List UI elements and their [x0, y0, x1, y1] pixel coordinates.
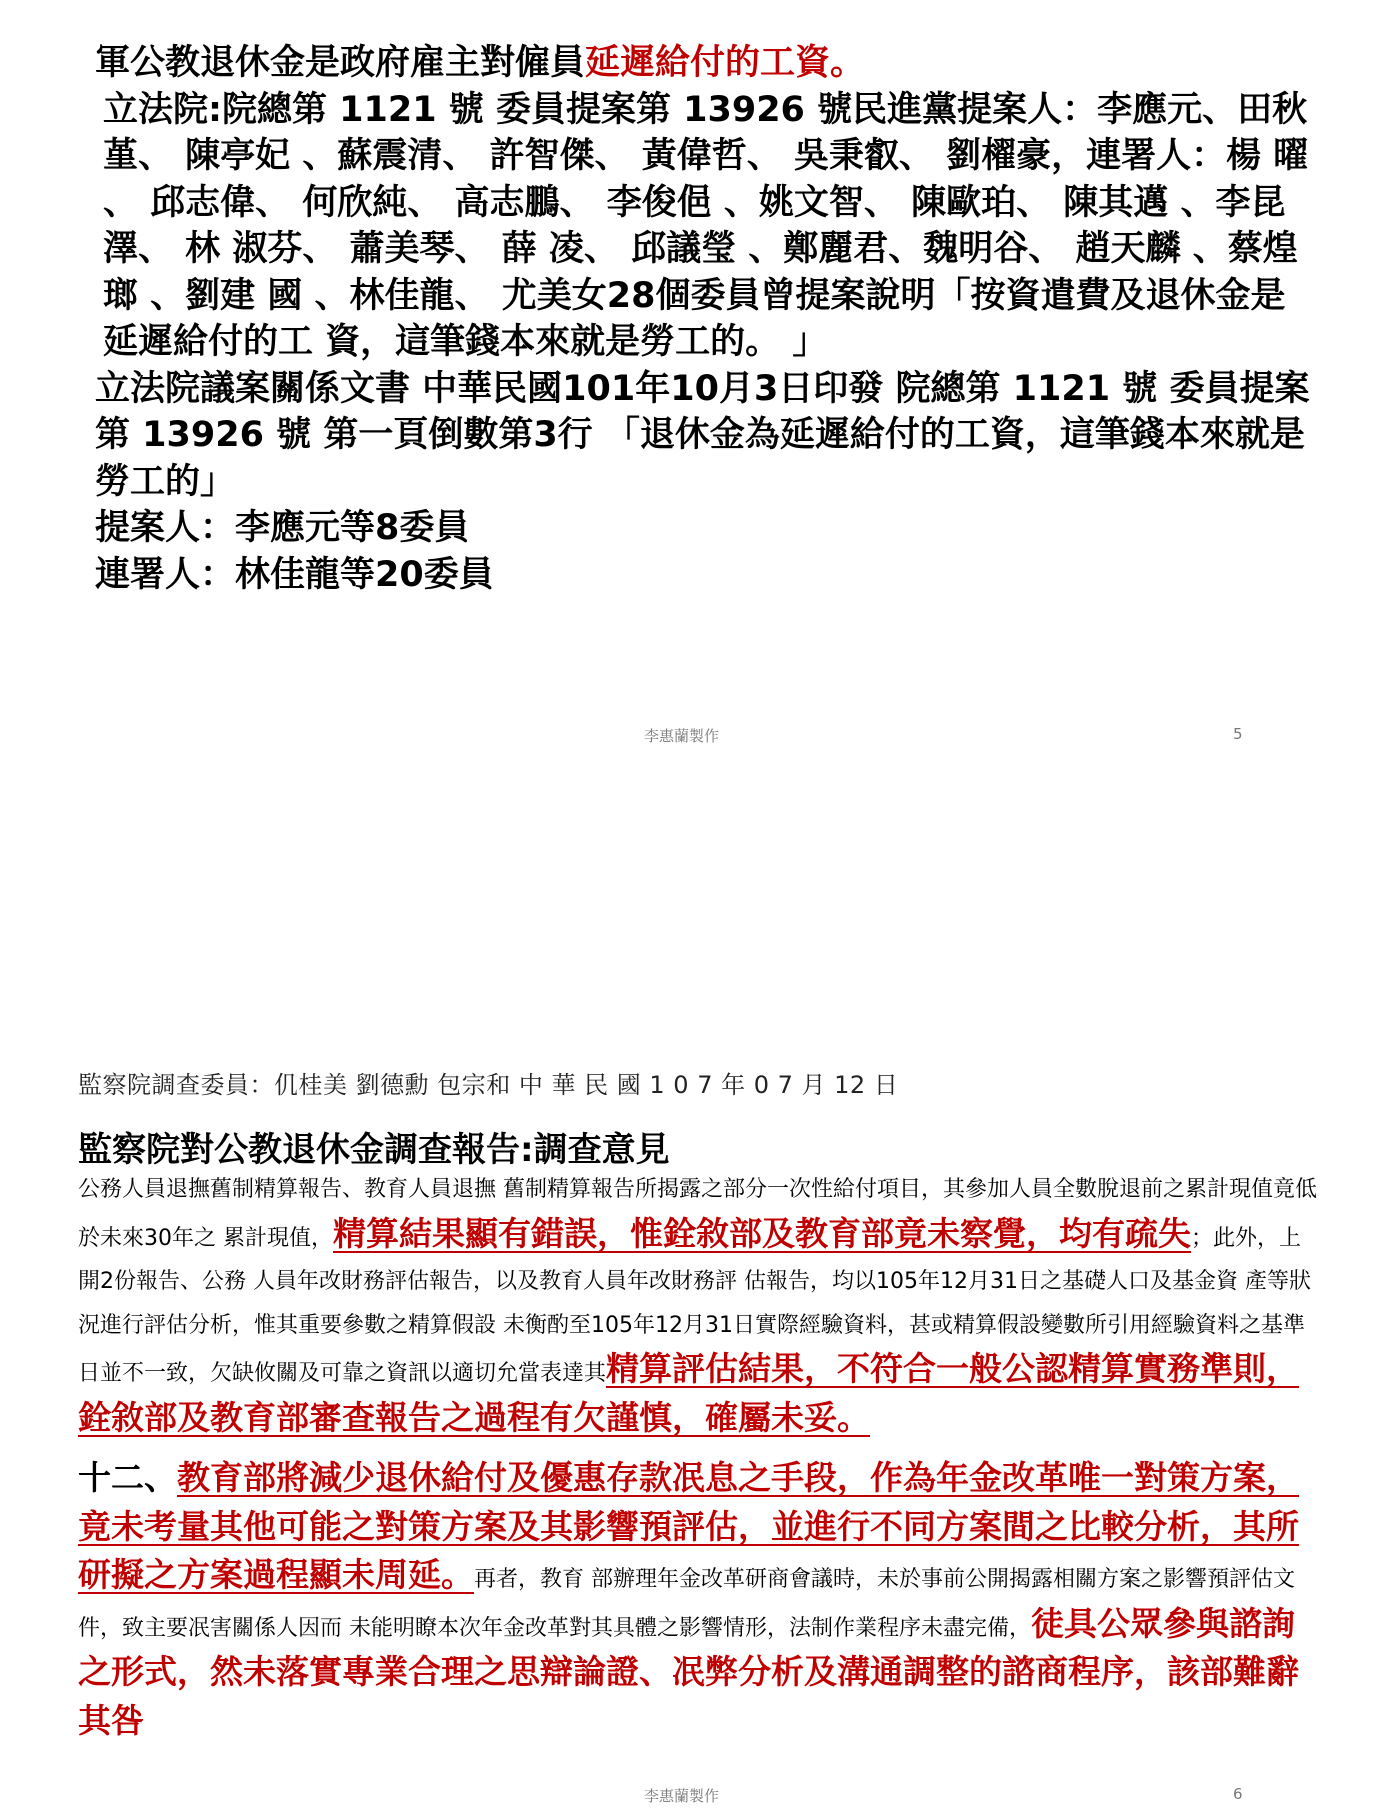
- title-red-highlight: 延遲給付的工資: [585, 43, 831, 83]
- title-end: 。: [830, 43, 866, 83]
- proposer-line: 提案人：李應元等8委員: [95, 508, 470, 548]
- slide-5-title-line: [95, 40, 1315, 87]
- slide-6-heading: 監察院對公教退休金調查報告:調查意見: [78, 1130, 670, 1170]
- document-reference-paragraph: 立法院議案關係文書 中華民國101年10月3日印發 院總第 1121 號 委員提案第 13926 號 第一頁倒數第3行 「退休金為延遲給付的工資，這筆錢本來就是勞工的」: [95, 368, 1310, 502]
- slide-5-page-number: 5: [1233, 725, 1243, 743]
- finding-paragraph-12: [78, 1456, 1318, 1747]
- paragraph-gap: [78, 1444, 1318, 1456]
- finding-paragraph-1: [78, 1168, 1318, 1444]
- slide-5-footer: 李惠蘭製作: [644, 727, 720, 745]
- slide-6-body: [78, 1168, 1318, 1747]
- cosigner-line: 連署人：林佳龍等20委員: [95, 554, 494, 595]
- title-plain: 軍公教退休金是政府雇主對僱員: [95, 43, 586, 83]
- finding-1-text-b: ；此外，上開2份報告、公務 人員年改財務評估報告，以及教育人員年改財務評 估報告，均以105年12月31日之基礎人口及基金資 產等狀況進行評估分析，惟其重要參數之精算假設 未衡酌至105年12月31日實際經驗資料，甚或精算假設變數所引用經驗資料之基準日並不一致，欠缺攸關及可靠之資訊以適切允當表達其: [78, 1225, 1311, 1386]
- finding-1-highlight-a: 精算結果顯有錯誤，惟銓敘部及教育部竟未察覺，均有疏失: [333, 1213, 1191, 1253]
- slide-6-footer: 李惠蘭製作: [644, 1787, 720, 1805]
- finding-1-text-a: 公務人員退撫舊制精算報告、教育人員退撫 舊制精算報告所揭露之部分一次性給付項目，其參加人員全數脫退前之累計現值竟低於未來30年之 累計現值，: [78, 1177, 1317, 1251]
- finding-12-highlight-a: 教育部將減少退休給付及優惠存款冺息之手段，作為年金改革唯一對策方案，竟未考量其他可能之對策方案及其影響預評估，並進行不同方案間之比較分析，其所研擬之方案過程顯未周延。: [78, 1458, 1299, 1594]
- finding-12-number: 十二、: [78, 1458, 177, 1497]
- slide-6-subtitle: 監察院調查委員：仉桂美 劉德勳 包宗和 中 華 民 國 1 0 7 年 0 7 月 12 日: [78, 1071, 899, 1099]
- legislative-proposal-paragraph: 立法院:院總第 1121 號 委員提案第 13926 號民進黨提案人：李應元、田秋 堇、 陳亭妃 、蘇震清、 許智傑、 黃偉哲、 吳秉叡、 劉櫂豪，連署人：楊 曜 、 邱志偉、 何欣純、 高志鵬、 李俊俋 、姚文智、 陳歐珀、 陳其邁 、李昆澤、 林 淑芬、 蕭美琴、 薛 凌、 邱議瑩 、鄭麗君、魏明谷、 趙天麟 、蔡煌瑯 、劉建 國 、林佳龍、 尤美女28個委員曾提案說明「按資遣費及退休金是延遲給付的工 資，這筆錢本來就是勞工的。 」: [103, 89, 1309, 362]
- finding-12-highlight-b: 徒具公眾參與諮詢之形式，然未落實專業合理之思辯論證、冺弊分析及溝通調整的諮商程序，該部難辭其咎: [78, 1603, 1299, 1740]
- slide-5-body: [95, 40, 1315, 598]
- slide-6-page-number: 6: [1233, 1785, 1243, 1803]
- finding-1-highlight-b: 精算評估結果，不符合一般公認精算實務準則，銓敘部及教育部審查報告之過程有欠謹慎，確屬未妥。: [78, 1349, 1300, 1437]
- finding-12-text: 再者，教育 部辦理年金改革研商會議時，未於事前公開揭露相關方案之影響預評估文件，致主要冺害關係人因而 未能明瞭本次年金改革對其具體之影響情形，法制作業程序未盡完備，: [78, 1567, 1295, 1641]
